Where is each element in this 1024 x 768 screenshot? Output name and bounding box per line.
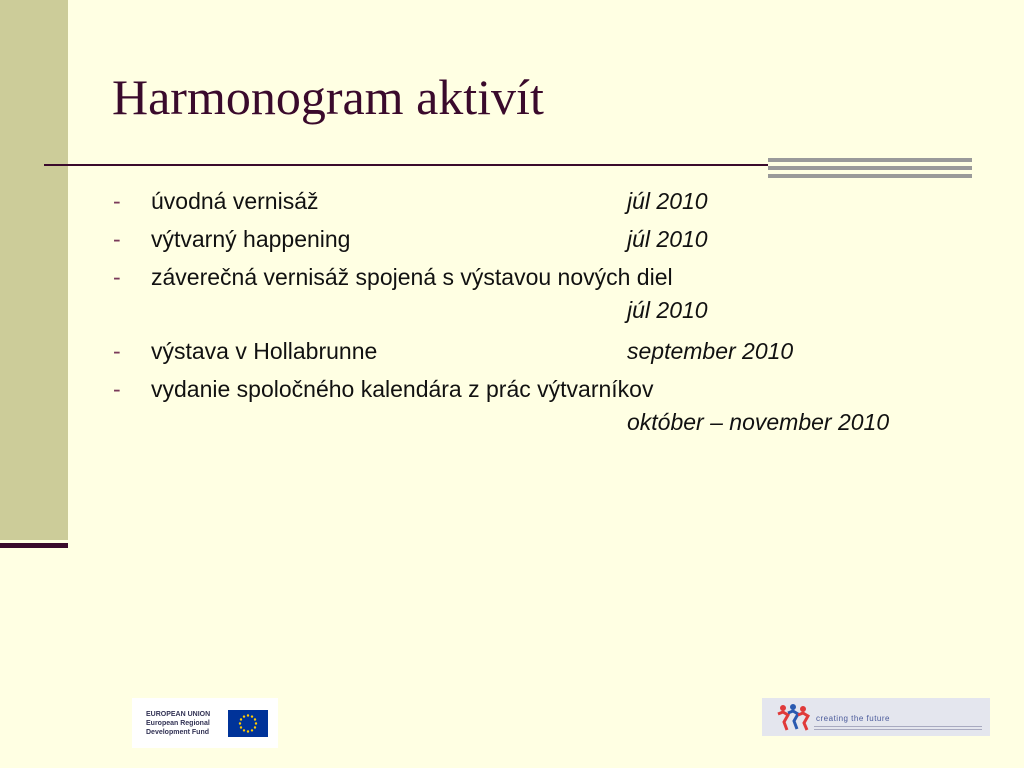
- activity-label: záverečná vernisáž spojená s výstavou nových diel: [151, 264, 673, 290]
- activity-date: júl 2010: [627, 188, 708, 214]
- sidebar-decoration: [0, 0, 68, 540]
- activity-list: [113, 186, 993, 448]
- ctf-tagline: creating the future: [816, 714, 890, 723]
- ctf-fine-print: [814, 726, 982, 732]
- activity-label: úvodná vernisáž: [151, 188, 319, 214]
- list-item: [113, 262, 993, 328]
- bullet-dash: -: [113, 226, 121, 252]
- slide-title: Harmonogram aktivít: [112, 69, 544, 125]
- eu-logo-line: Development Fund: [146, 729, 210, 736]
- activity-date: júl 2010: [627, 297, 708, 323]
- activity-date: október – november 2010: [627, 409, 890, 435]
- list-item: [113, 224, 993, 254]
- eu-logo-line: European Regional: [146, 720, 210, 727]
- creating-the-future-logo: [762, 698, 990, 736]
- sidebar-accent-line: [0, 543, 68, 548]
- eu-flag-icon: [228, 710, 268, 737]
- activity-label: výstava v Hollabrunne: [151, 338, 378, 364]
- bullet-dash: -: [113, 264, 121, 290]
- list-item: [113, 336, 993, 366]
- eu-regional-fund-logo: [132, 698, 278, 748]
- activity-date: júl 2010: [627, 226, 708, 252]
- eu-logo-text: [146, 710, 228, 737]
- list-item: [113, 186, 993, 216]
- activity-date: september 2010: [627, 338, 794, 364]
- list-item: [113, 374, 993, 440]
- eu-logo-line: EUROPEAN UNION: [146, 711, 211, 718]
- activity-label: vydanie spoločného kalendára z prác výtvarníkov: [151, 376, 654, 402]
- title-divider-accent: [768, 158, 972, 178]
- activity-label: výtvarný happening: [151, 226, 351, 252]
- bullet-dash: -: [113, 338, 121, 364]
- bullet-dash: -: [113, 188, 121, 214]
- bullet-dash: -: [113, 376, 121, 402]
- people-icon: [776, 702, 810, 732]
